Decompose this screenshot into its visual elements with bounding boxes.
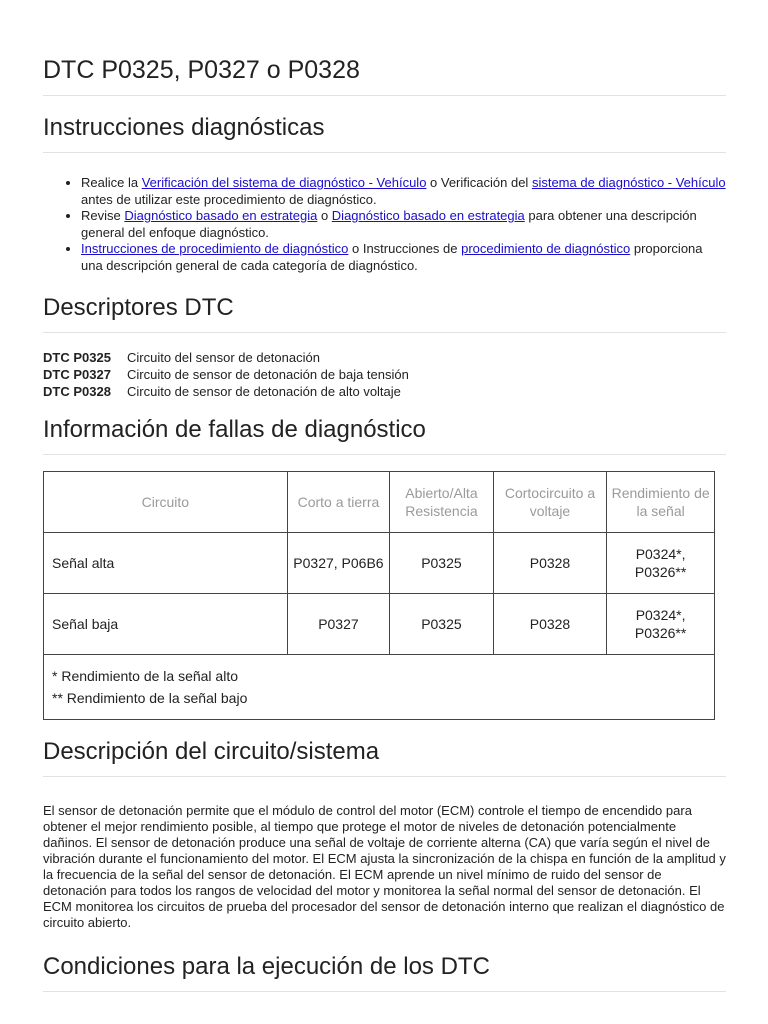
list-item: • Revise Diagnóstico basado en estrategia o Diagnóstico basado en estrategia para obtener una descripción general del enfoque diagnóstico.	[81, 208, 726, 241]
column-header-rendimiento: Rendimiento de la señal	[607, 472, 715, 533]
link-sistema-diagnostico[interactable]: sistema de diagnóstico - Vehículo	[531, 175, 726, 190]
dtc-code: DTC P0325	[43, 350, 111, 365]
dtc-code: DTC P0328	[43, 384, 111, 399]
section-heading-descriptors: Descriptores DTC	[43, 294, 726, 333]
column-header-cortocircuito: Cortocircuito a voltaje	[493, 472, 606, 533]
link-instrucciones-procedimiento[interactable]: Instrucciones de procedimiento de diagnóstico	[81, 241, 349, 256]
table-row	[44, 533, 715, 594]
table-cell: P0328	[493, 594, 606, 655]
table-cell: P0324*, P0326**	[607, 594, 715, 655]
dtc-description: Circuito de sensor de detonación de alto voltaje	[127, 384, 401, 399]
column-header-abierto: Abierto/Alta Resistencia	[390, 472, 494, 533]
dtc-descriptor-list	[43, 349, 726, 400]
section-heading-instructions: Instrucciones diagnósticas	[43, 114, 726, 153]
instructions-list	[43, 175, 726, 274]
note-low: ** Rendimiento de la señal bajo	[52, 690, 248, 706]
dtc-descriptor-row	[43, 366, 726, 383]
failure-info-table	[43, 471, 715, 720]
table-header-row	[44, 472, 715, 533]
table-cell: P0325	[390, 533, 494, 594]
list-item: • Instrucciones de procedimiento de diagnóstico o Instrucciones de procedimiento de diagnóstico proporciona una descripción general de cada categoría de diagnóstico.	[81, 241, 726, 274]
dtc-descriptor-row	[43, 383, 726, 400]
link-diagnostico-estrategia-1[interactable]: Diagnóstico basado en estrategia	[124, 208, 318, 223]
table-notes-row	[44, 655, 715, 720]
section-heading-circuit: Descripción del circuito/sistema	[43, 738, 726, 777]
table-cell: P0328	[493, 533, 606, 594]
dtc-code: DTC P0327	[43, 367, 111, 382]
section-heading-failure-info: Información de fallas de diagnóstico	[43, 416, 726, 455]
link-procedimiento-diagnostico[interactable]: procedimiento de diagnóstico	[461, 241, 631, 256]
table-cell: P0325	[390, 594, 494, 655]
dtc-description: Circuito de sensor de detonación de baja tensión	[127, 367, 409, 382]
list-item: • Realice la Verificación del sistema de diagnóstico - Vehículo o Verificación del sistema de diagnóstico - Vehículo antes de utilizar este procedimiento de diagnóstico.	[81, 175, 726, 208]
section-heading-conditions: Condiciones para la ejecución de los DTC	[43, 953, 726, 992]
circuit-description: El sensor de detonación permite que el módulo de control del motor (ECM) controle el tiempo de encendido para obtener el mejor rendimiento posible, al tiempo que protege el motor de niveles de detonación potencialmente dañinos. El sensor de detonación produce una señal de voltaje de corriente alterna (CA) que varía según el nivel de vibración durante el funcionamiento del motor. El ECM ajusta la sincronización de la chispa en función de la amplitud y la frecuencia de la señal del sensor de detonación. El ECM aprende un nivel mínimo de ruido del sensor de detonación para todos los rangos de velocidad del motor y monitorea la señal normal del sensor de detonación. El ECM monitorea los circuitos de prueba del procesador del sensor de detonación interno que realizan el diagnóstico de circuito abierto.	[43, 803, 726, 930]
table-cell: P0324*, P0326**	[607, 533, 715, 594]
table-cell: P0327	[287, 594, 389, 655]
link-verificacion-sistema[interactable]: Verificación del sistema de diagnóstico - Vehículo	[141, 175, 427, 190]
table-notes	[44, 655, 715, 720]
dtc-description: Circuito del sensor de detonación	[127, 350, 320, 365]
table-row	[44, 594, 715, 655]
page-title: DTC P0325, P0327 o P0328	[43, 0, 726, 96]
column-header-corto-tierra: Corto a tierra	[287, 472, 389, 533]
dtc-descriptor-row	[43, 349, 726, 366]
row-label: Señal alta	[44, 533, 288, 594]
table-cell: P0327, P06B6	[287, 533, 389, 594]
link-diagnostico-estrategia-2[interactable]: Diagnóstico basado en estrategia	[331, 208, 525, 223]
note-high: * Rendimiento de la señal alto	[52, 668, 239, 684]
column-header-circuito: Circuito	[44, 472, 288, 533]
row-label: Señal baja	[44, 594, 288, 655]
